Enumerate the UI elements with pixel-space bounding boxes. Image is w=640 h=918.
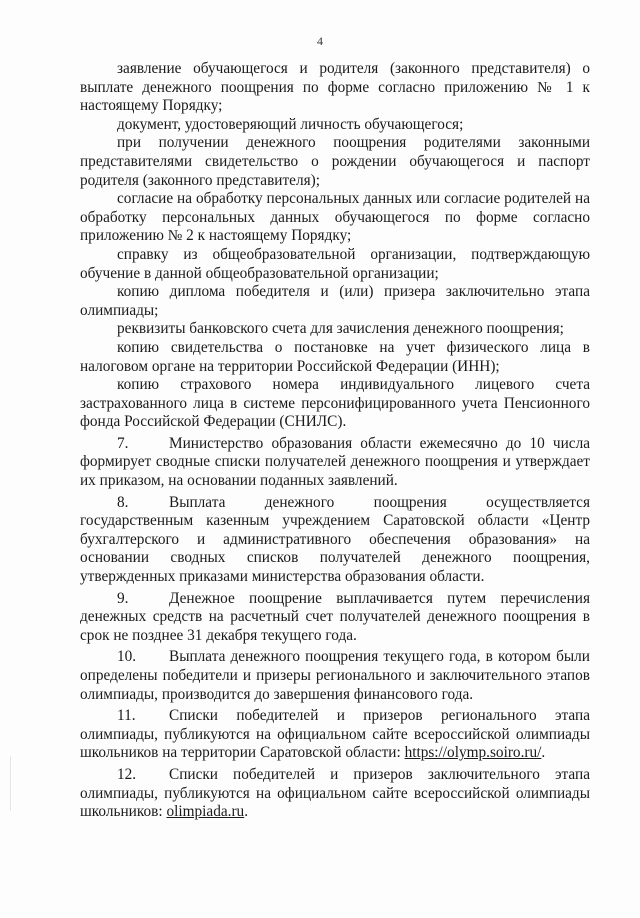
clause-number: 10. — [117, 648, 137, 666]
paragraph-identity-document — [80, 116, 590, 135]
clause-tail: . — [244, 803, 249, 821]
paragraph-application — [80, 60, 590, 116]
clause-number: 7. — [117, 434, 129, 452]
clause-number: 12. — [117, 765, 137, 783]
paragraph-text: при получении денежного поощрения родителями законными представителями свидетельство о рождении обучающегося и паспорт родителя (законного представителя); — [80, 134, 590, 189]
paragraph-text: документ, удостоверяющий личность обучающегося; — [117, 115, 464, 133]
olimpiada-ru-link[interactable]: olimpiada.ru — [166, 803, 245, 821]
clause-text: Выплата денежного поощрения осуществляется государственным казенным учреждением Саратовской области «Центр бухгалтерского и административного обеспечения образования» на основании сводных списков получателей денежного поощрения, утвержденных приказами министерства образования области. — [80, 493, 590, 586]
paragraph-text: реквизиты банковского счета для зачисления денежного поощрения; — [117, 320, 564, 338]
paragraph-text: копию страхового номера индивидуального лицевого счета застрахованного лица в системе персонифицированного учета Пенсионного фонда Российской Федерации (СНИЛС). — [80, 376, 590, 431]
paragraph-text: справку из общеобразовательной организации, подтверждающую обучение в данной общеобразовательной организации; — [80, 245, 590, 282]
clause-number: 9. — [117, 589, 129, 607]
regional-olympiad-link[interactable]: https://olymp.soiro.ru/ — [404, 744, 542, 762]
clause-text: Выплата денежного поощрения текущего года, в котором были определены победители и призеры регионального и заключительного этапов олимпиады, производится до завершения финансового года. — [80, 648, 590, 703]
paragraph-snils — [80, 376, 590, 432]
clause-9 — [80, 590, 590, 646]
clause-text: Денежное поощрение выплачивается путем перечисления денежных средств на расчетный счет получателей денежного поощрения в срок не позднее 31 декабря текущего года. — [80, 589, 590, 644]
clause-11 — [80, 707, 590, 763]
paragraph-text: заявление обучающегося и родителя (законного представителя) о выплате денежного поощрения по форме согласно приложению № 1 к настоящему Порядку; — [80, 60, 590, 115]
scan-margin-mark — [10, 756, 11, 811]
paragraph-text: копию свидетельства о постановке на учет физического лица в налоговом органе на территории Российской Федерации (ИНН); — [80, 338, 590, 375]
paragraph-text: копию диплома победителя и (или) призера заключительно этапа олимпиады; — [80, 283, 590, 319]
paragraph-data-consent — [80, 190, 590, 246]
clause-12 — [80, 766, 590, 822]
document-body — [80, 60, 590, 822]
clause-tail: . — [541, 744, 546, 762]
clause-10 — [80, 648, 590, 704]
clause-8 — [80, 494, 590, 587]
clause-text: Министерство образования области ежемесячно до 10 числа формирует сводные списки получателей денежного поощрения и утверждает их приказом, на основании поданных заявлений. — [80, 434, 590, 490]
clause-text: Списки победителей и призеров регионального этапа олимпиады, публикуются на официальном сайте всероссийской олимпиады школьников на территории Саратовской области: — [80, 707, 590, 762]
paragraph-text: согласие на обработку персональных данных или согласие родителей на обработку персональных данных обучающегося по форме согласно приложению № 2 к настоящему Порядку; — [80, 190, 590, 245]
paragraph-school-certificate — [80, 246, 590, 283]
page-number: 4 — [317, 34, 323, 48]
paragraph-inn — [80, 339, 590, 376]
clause-text: Списки победителей и призеров заключительного этапа олимпиады, публикуются на официальном сайте всероссийской олимпиады школьников: — [80, 765, 590, 821]
clause-number: 11. — [117, 707, 136, 725]
clause-number: 8. — [117, 493, 129, 511]
paragraph-bank-details — [80, 320, 590, 339]
paragraph-diploma-copy — [80, 283, 590, 320]
clause-7 — [80, 435, 590, 491]
paragraph-birth-certificate — [80, 134, 590, 190]
